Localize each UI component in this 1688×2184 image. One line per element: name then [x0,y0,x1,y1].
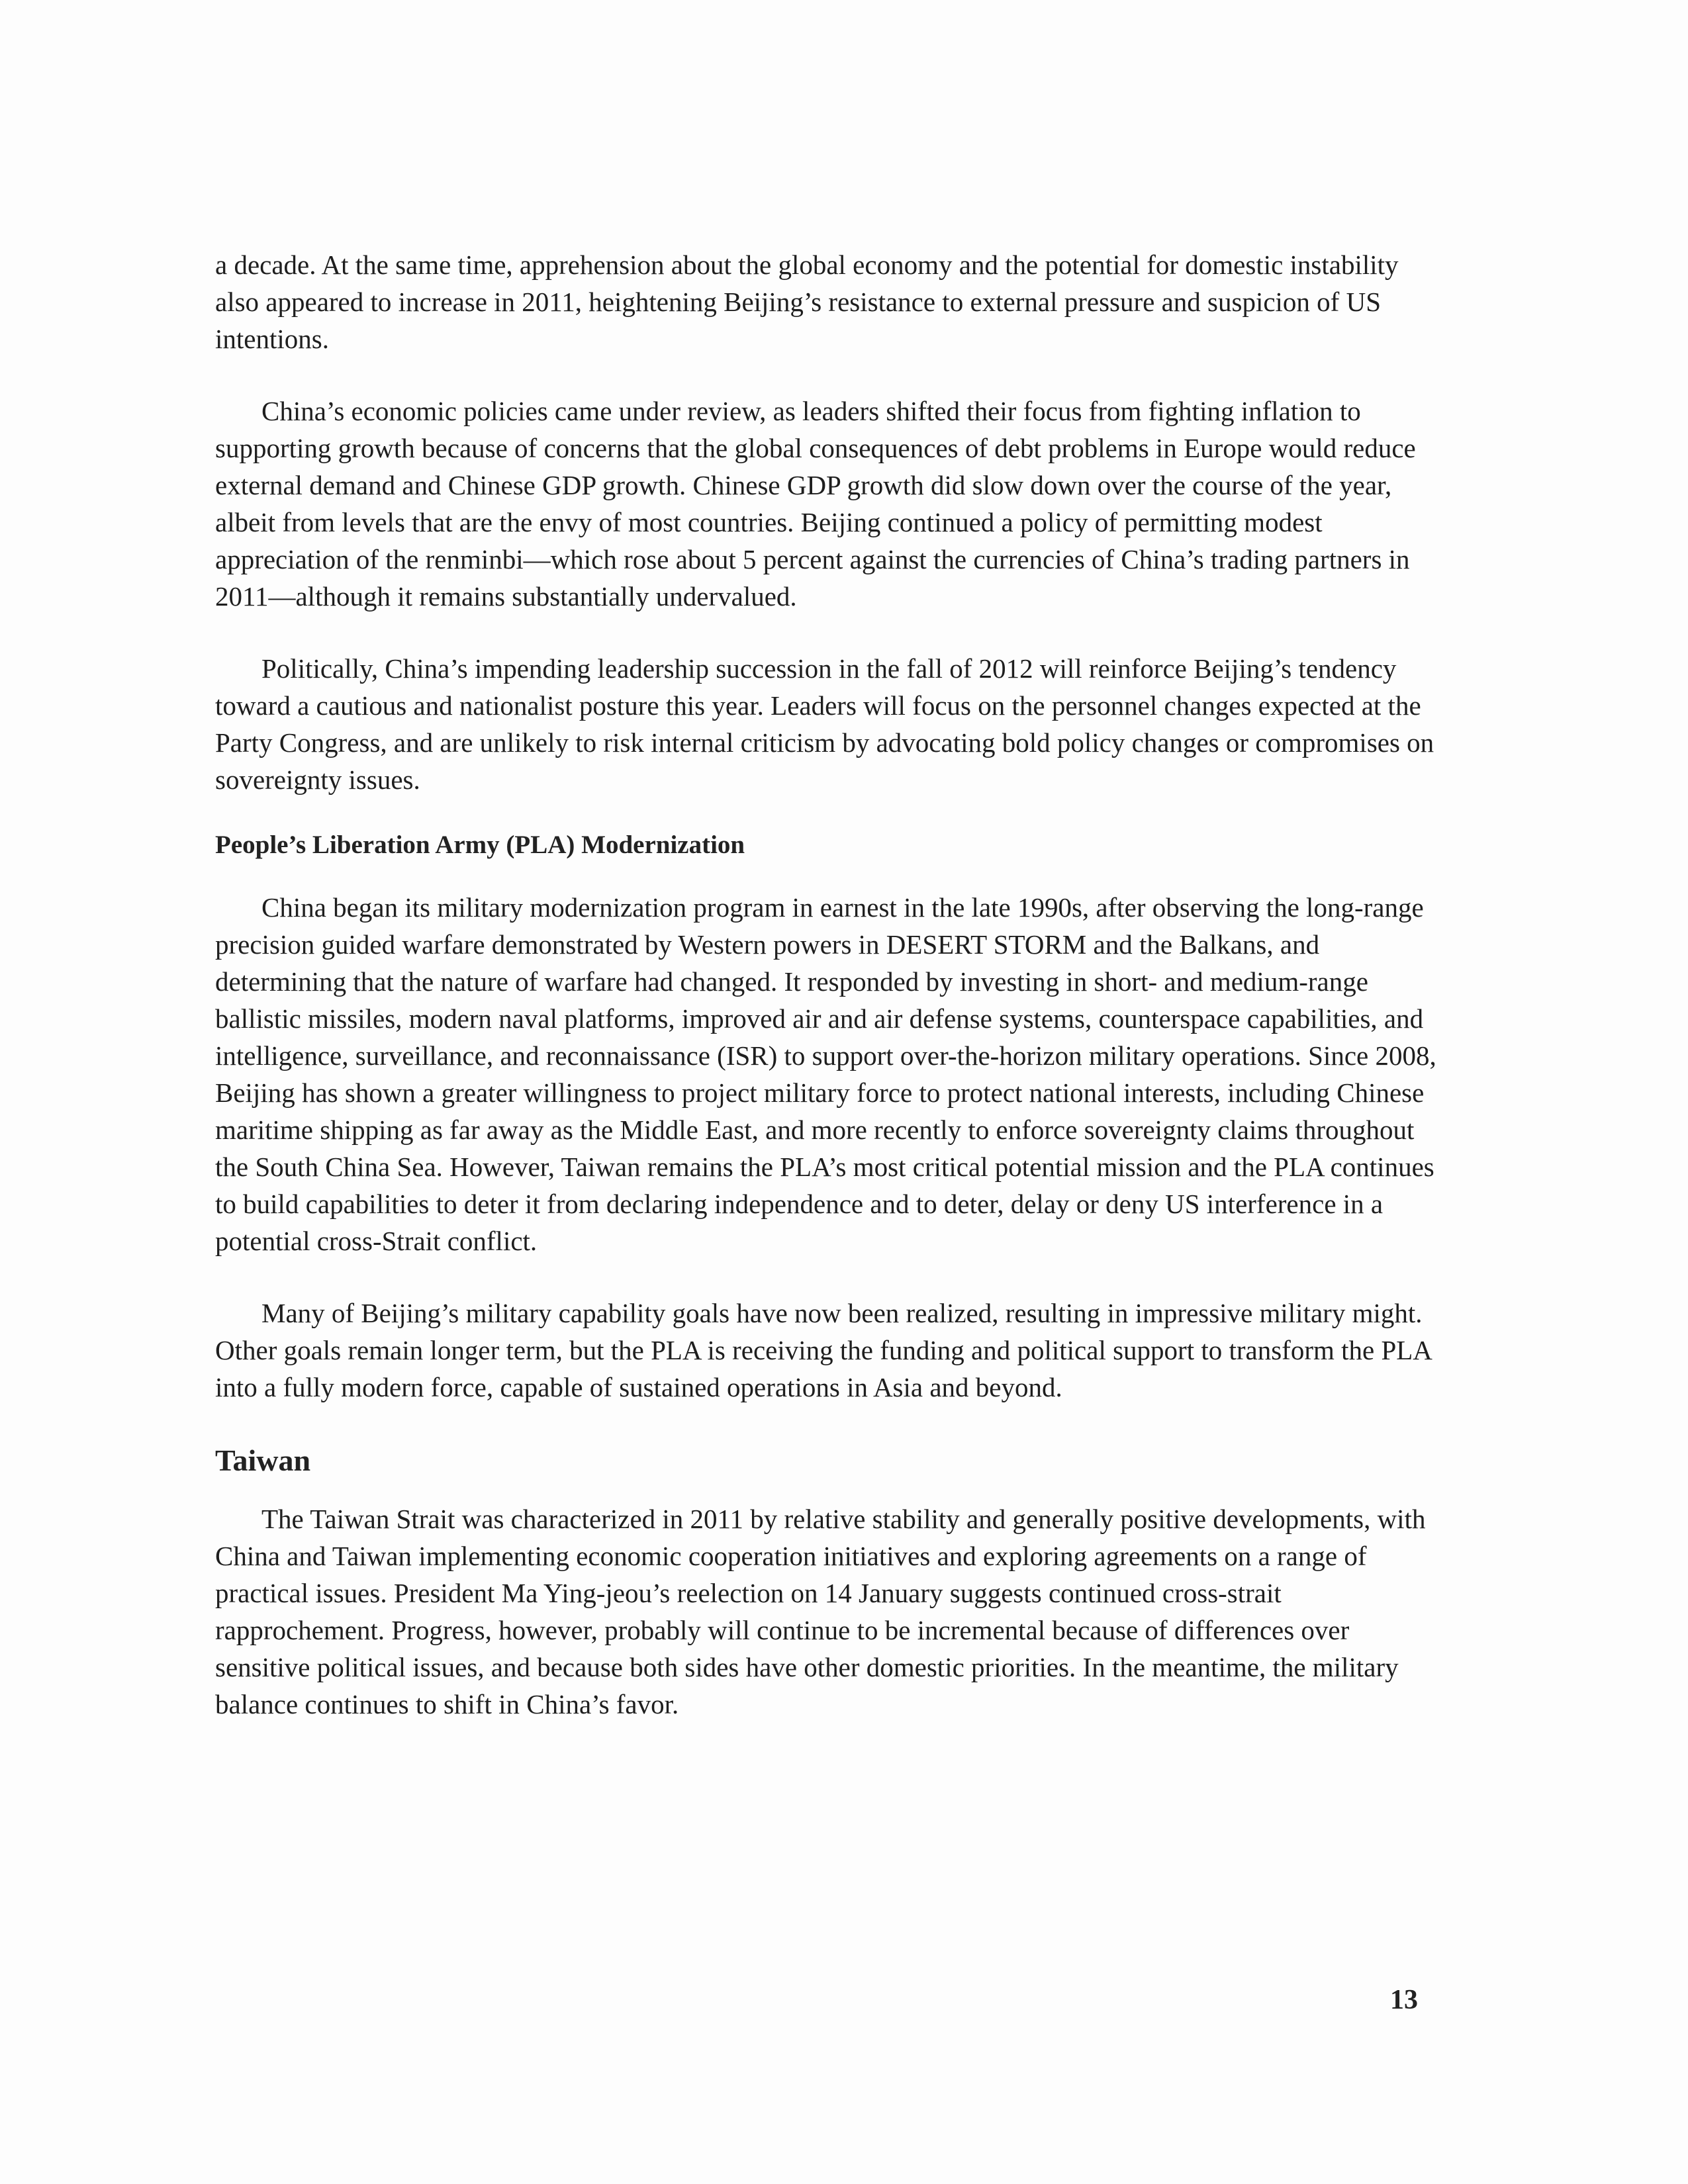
page-number: 13 [1390,1985,1418,2015]
heading-taiwan: Taiwan [215,1443,311,1477]
paragraph-intro-continuation: a decade. At the same time, apprehension about the global economy and the potential for domestic instability also appeared to increase in 2011, heightening Beijing’s resistance to external pressure and suspicion of US intentions. [215,250,1399,354]
paragraph-economic-policies: China’s economic policies came under review, as leaders shifted their focus from fighting inflation to supporting growth because of concerns that the global consequences of debt problems in Europe would reduce external demand and Chinese GDP growth. Chinese GDP growth did slow down over the course of the year, albeit from levels that are the envy of most countries. Beijing continued a policy of permitting modest appreciation of the renminbi—which rose about 5 percent against the currencies of China’s trading partners in 2011—although it remains substantially undervalued. [215,396,1416,612]
paragraph-taiwan-strait: The Taiwan Strait was characterized in 2011 by relative stability and generally positive developments, with China and Taiwan implementing economic cooperation initiatives and exploring agreements on a range of practical issues. President Ma Ying-jeou’s reelection on 14 January suggests continued cross-strait rapprochement. Progress, however, probably will continue to be incremental because of differences over sensitive political issues, and because both sides have other domestic priorities. In the meantime, the military balance continues to shift in China’s favor. [215,1504,1426,1719]
paragraph-pla-program: China began its military modernization program in earnest in the late 1990s, after observing the long-range precision guided warfare demonstrated by Western powers in DESERT STORM and the Balkans, and determining that the nature of warfare had changed. It responded by investing in short- and medium-range ballistic missiles, modern naval platforms, improved air and air defense systems, counterspace capabilities, and intelligence, surveillance, and reconnaissance (ISR) to support over-the-horizon military operations. Since 2008, Beijing has shown a greater willingness to project military force to protect national interests, including Chinese maritime shipping as far away as the Middle East, and more recently to enforce sovereignty claims throughout the South China Sea. However, Taiwan remains the PLA’s most critical potential mission and the PLA continues to build capabilities to deter it from declaring independence and to deter, delay or deny US interference in a potential cross-Strait conflict. [215,892,1436,1256]
page-content [215,246,1440,1758]
heading-pla-modernization: People’s Liberation Army (PLA) Modernization [215,831,745,859]
paragraph-pla-goals: Many of Beijing’s military capability goals have now been realized, resulting in impressive military might. Other goals remain longer term, but the PLA is receiving the funding and political support to transform the PLA into a fully modern force, capable of sustained operations in Asia and beyond. [215,1298,1431,1402]
paragraph-political-succession: Politically, China’s impending leadership succession in the fall of 2012 will reinforce Beijing’s tendency toward a cautious and nationalist posture this year. Leaders will focus on the personnel changes expected at the Party Congress, and are unlikely to risk internal criticism by advocating bold policy changes or compromises on sovereignty issues. [215,653,1434,795]
